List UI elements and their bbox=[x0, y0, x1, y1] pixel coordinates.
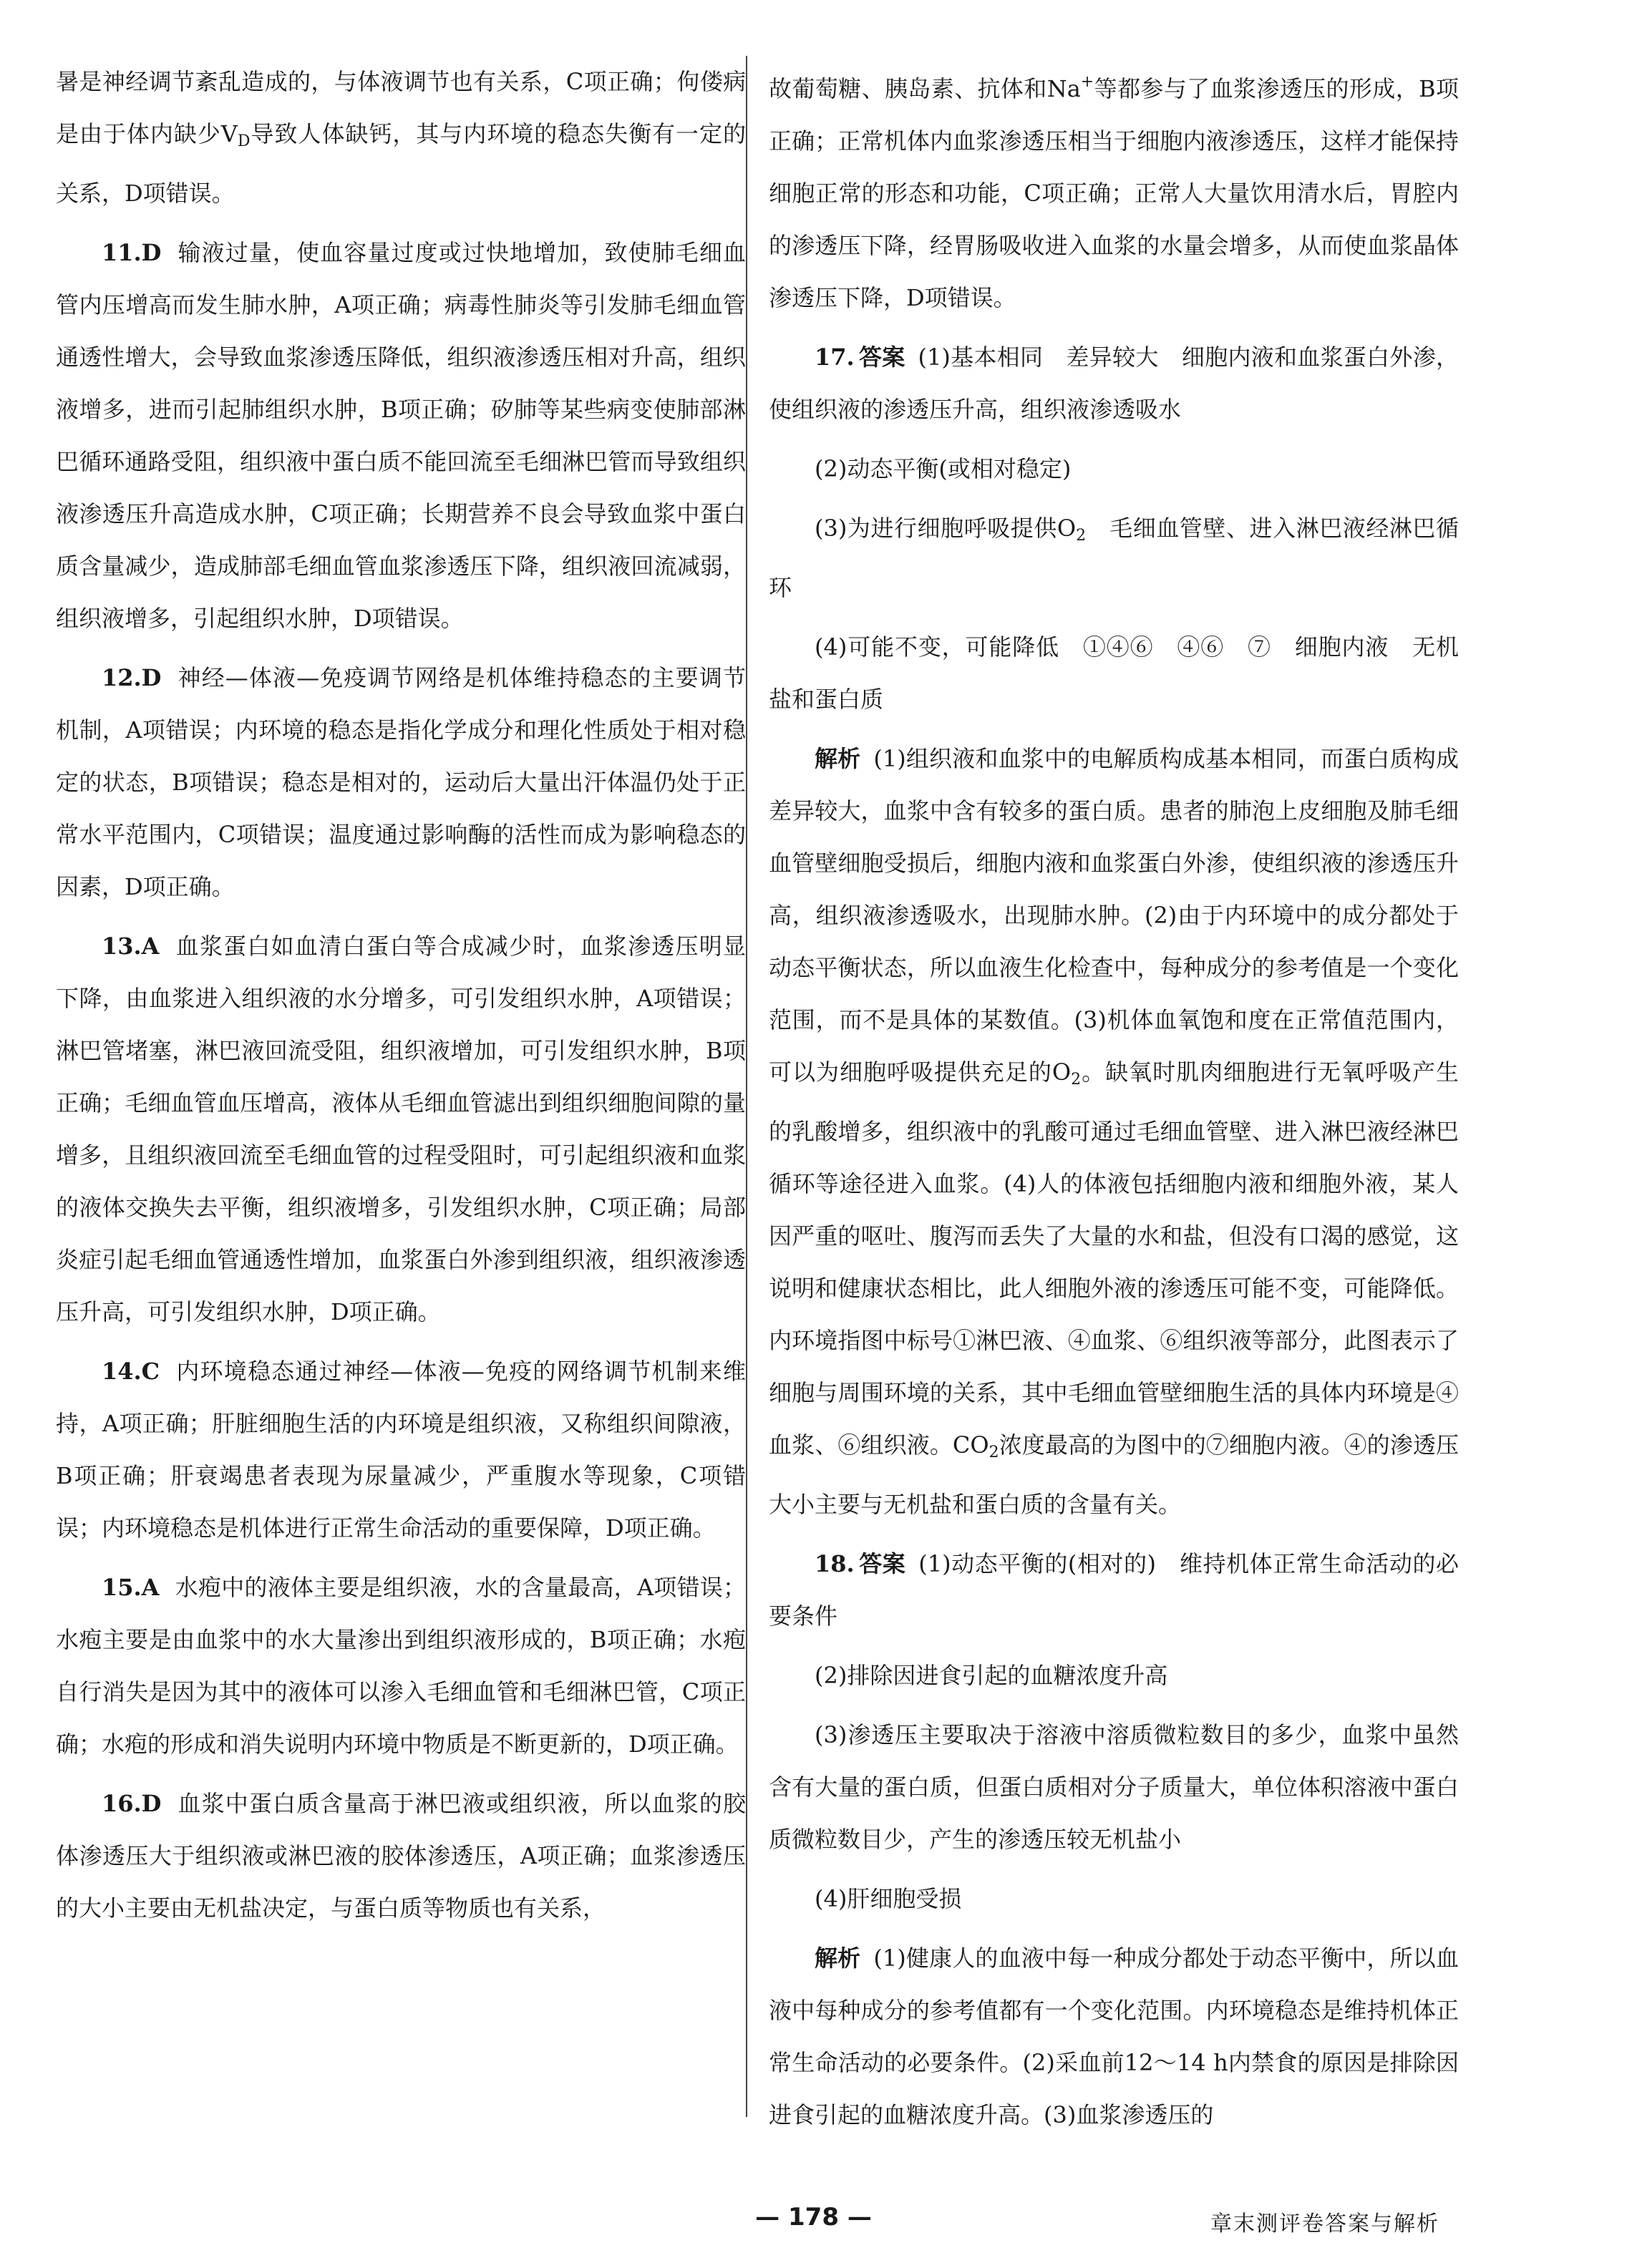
explanation-text: 。缺氧时肌肉细胞进行无氧呼吸产生的乳酸增多，组织液中的乳酸可通过毛细血管壁、进入淋巴液经淋巴循环等途径进入血浆。(4)人的体液包括细胞内液和细胞外液，某人因严重的呕吐、腹泻而丢失了大量的水和盐，但没有口渴的感觉，这说明和健康状态相比，此人细胞外液的渗透压可能不变，可能降低。内环境指图中标号①淋巴液、④血浆、⑥组织液等部分，此图表示了细胞与周围环境的关系，其中毛细血管壁细胞生活的具体内环境是④血浆、⑥组织液。CO bbox=[769, 1058, 1459, 1459]
left-column bbox=[56, 56, 746, 1942]
answer-text: (4)肝细胞受损 bbox=[815, 1885, 962, 1912]
answer-text: 毛细血管壁、进入淋巴液经淋巴循环 bbox=[769, 515, 1459, 601]
answer-text: (2)排除因进食引起的血糖浓度升高 bbox=[815, 1662, 1168, 1689]
explanation-text: 神经—体液—免疫调节网络是机体维持稳态的主要调节机制，A项错误；内环境的稳态是指化学成分和理化性质处于相对稳定的状态，B项错误；稳态是相对的，运动后大量出汗体温仍处于正常水平范围内，C项错误；温度通过影响酶的活性而成为影响稳态的因素，D项正确。 bbox=[56, 664, 746, 900]
answer-text: (1)基本相同 差异较大 细胞内液和血浆蛋白外渗，使组织液的渗透压升高，组织液渗透吸水 bbox=[769, 344, 1459, 423]
subscript: 2 bbox=[989, 1444, 999, 1461]
explanation-text: (1)健康人的血液中每一种成分都处于动态平衡中，所以血液中每种成分的参考值都有一个变化范围。内环境稳态是维持机体正常生命活动的必要条件。(2)采血前12～14 h内禁食的原因是排除因进食引起的血糖浓度升高。(3)血浆渗透压的 bbox=[769, 1945, 1459, 2128]
continued-paragraph bbox=[56, 56, 746, 220]
answer-item-15 bbox=[56, 1562, 746, 1771]
answer-part bbox=[769, 502, 1459, 614]
answer-item-17 bbox=[769, 331, 1459, 436]
explanation-label: 解析 bbox=[815, 745, 861, 772]
answer-item-12 bbox=[56, 652, 746, 913]
question-number: 15.A bbox=[102, 1574, 160, 1601]
answer-text: (2)动态平衡(或相对稳定) bbox=[815, 455, 1072, 482]
subscript: 2 bbox=[1076, 527, 1087, 545]
explanation-text: 血浆中蛋白质含量高于淋巴液或组织液，所以血浆的胶体渗透压大于组织液或淋巴液的胶体渗透压，A项正确；血浆渗透压的大小主要由无机盐决定，与蛋白质等物质也有关系， bbox=[56, 1790, 746, 1922]
answer-text: (3)为进行细胞呼吸提供O bbox=[815, 515, 1077, 542]
answer-item-18 bbox=[769, 1538, 1459, 1642]
column-divider bbox=[746, 56, 747, 2117]
superscript: + bbox=[1080, 73, 1094, 91]
right-column bbox=[769, 56, 1459, 2148]
subscript: 2 bbox=[1071, 1071, 1082, 1089]
question-number: 18. bbox=[815, 1550, 855, 1577]
text-segment: 等都参与了血浆渗透压的形成，B项正确；正常机体内血浆渗透压相当于细胞内液渗透压，这样才能保持细胞正常的形态和功能，C项正确；正常人大量饮用清水后，胃腔内的渗透压下降，经胃肠吸收进入血浆的水量会增多，从而使血浆晶体渗透压下降，D项错误。 bbox=[769, 75, 1459, 311]
question-number: 11.D bbox=[102, 239, 162, 266]
answer-part bbox=[769, 443, 1459, 495]
explanation-17 bbox=[769, 733, 1459, 1531]
answer-text: (4)可能不变，可能降低 ①④⑥ ④⑥ ⑦ 细胞内液 无机盐和蛋白质 bbox=[769, 633, 1459, 713]
answer-part bbox=[769, 1873, 1459, 1925]
text-segment: 暑是神经调节紊乱造成的，与体液调节也有关系，C项正确；佝偻病是由于体内缺少V bbox=[56, 68, 746, 147]
text-segment: 导致人体缺钙，其与内环境的稳态失衡有一定的关系，D项错误。 bbox=[56, 120, 746, 207]
answer-label: 答案 bbox=[858, 344, 905, 371]
question-number: 14.C bbox=[102, 1358, 160, 1385]
explanation-text: 输液过量，使血容量过度或过快地增加，致使肺毛细血管内压增高而发生肺水肿，A项正确；病毒性肺炎等引发肺毛细血管通透性增大，会导致血浆渗透压降低，组织液渗透压相对升高，组织液增多，进而引起肺组织水肿，B项正确；矽肺等某些病变使肺部淋巴循环通路受阻，组织液中蛋白质不能回流至毛细淋巴管而导致组织液渗透压升高造成水肿，C项正确；长期营养不良会导致血浆中蛋白质含量减少，造成肺部毛细血管血浆渗透压下降，组织液回流减弱，组织液增多，引起组织水肿，D项错误。 bbox=[56, 239, 746, 632]
page-number: — 178 — bbox=[755, 2203, 872, 2232]
question-number: 12.D bbox=[102, 664, 162, 691]
answer-item-11 bbox=[56, 227, 746, 645]
explanation-text: 内环境稳态通过神经—体液—免疫的网络调节机制来维持，A项正确；肝脏细胞生活的内环境是组织液，又称组织间隙液，B项正确；肝衰竭患者表现为尿量减少，严重腹水等现象，C项错误；内环境稳态是机体进行正常生命活动的重要保障，D项正确。 bbox=[56, 1358, 746, 1542]
question-number: 16.D bbox=[102, 1790, 162, 1817]
answer-label: 答案 bbox=[858, 1550, 906, 1577]
answer-part bbox=[769, 621, 1459, 726]
answer-item-16 bbox=[56, 1778, 746, 1934]
question-number: 17. bbox=[815, 344, 855, 371]
explanation-18 bbox=[769, 1932, 1459, 2141]
continued-paragraph bbox=[769, 56, 1459, 324]
explanation-text: (1)组织液和血浆中的电解质构成基本相同，而蛋白质构成差异较大，血浆中含有较多的蛋白质。患者的肺泡上皮细胞及肺毛细血管壁细胞受损后，细胞内液和血浆蛋白外渗，使组织液的渗透压升高，组织液渗透吸水，出现肺水肿。(2)由于内环境中的成分都处于动态平衡状态，所以血液生化检查中，每种成分的参考值是一个变化范围，而不是具体的某数值。(3)机体血氧饱和度在正常值范围内，可以为细胞呼吸提供充足的O bbox=[769, 745, 1459, 1086]
answer-item-14 bbox=[56, 1345, 746, 1554]
question-number: 13.A bbox=[102, 933, 160, 960]
answer-text: (3)渗透压主要取决于溶液中溶质微粒数目的多少，血浆中虽然含有大量的蛋白质，但蛋白质相对分子质量大，单位体积溶液中蛋白质微粒数目少，产生的渗透压较无机盐小 bbox=[769, 1721, 1459, 1853]
section-title: 章末测评卷答案与解析 bbox=[1210, 2211, 1439, 2237]
subscript: D bbox=[237, 132, 251, 150]
answer-item-13 bbox=[56, 920, 746, 1338]
text-segment: 故葡萄糖、胰岛素、抗体和Na bbox=[769, 75, 1081, 102]
explanation-text: 血浆蛋白如血清白蛋白等合成减少时，血浆渗透压明显下降，由血浆进入组织液的水分增多，可引发组织水肿，A项错误；淋巴管堵塞，淋巴液回流受阻，组织液增加，可引发组织水肿，B项正确；毛细血管血压增高，液体从毛细血管滤出到组织细胞间隙的量增多，且组织液回流至毛细血管的过程受阻时，可引起组织液和血浆的液体交换失去平衡，组织液增多，引发组织水肿，C项正确；局部炎症引起毛细血管通透性增加，血浆蛋白外渗到组织液，组织液渗透压升高，可引发组织水肿，D项正确。 bbox=[56, 933, 746, 1325]
answer-part bbox=[769, 1650, 1459, 1702]
answer-part bbox=[769, 1709, 1459, 1866]
explanation-label: 解析 bbox=[815, 1945, 861, 1972]
answer-text: (1)动态平衡的(相对的) 维持机体正常生命活动的必要条件 bbox=[769, 1550, 1459, 1630]
explanation-text: 浓度最高的为图中的⑦细胞内液。④的渗透压大小主要与无机盐和蛋白质的含量有关。 bbox=[769, 1431, 1459, 1518]
explanation-text: 水疱中的液体主要是组织液，水的含量最高，A项错误；水疱主要是由血浆中的水大量渗出到组织液形成的，B项正确；水疱自行消失是因为其中的液体可以渗入毛细血管和毛细淋巴管，C项正确；水疱的形成和消失说明内环境中物质是不断更新的，D项正确。 bbox=[56, 1574, 746, 1758]
